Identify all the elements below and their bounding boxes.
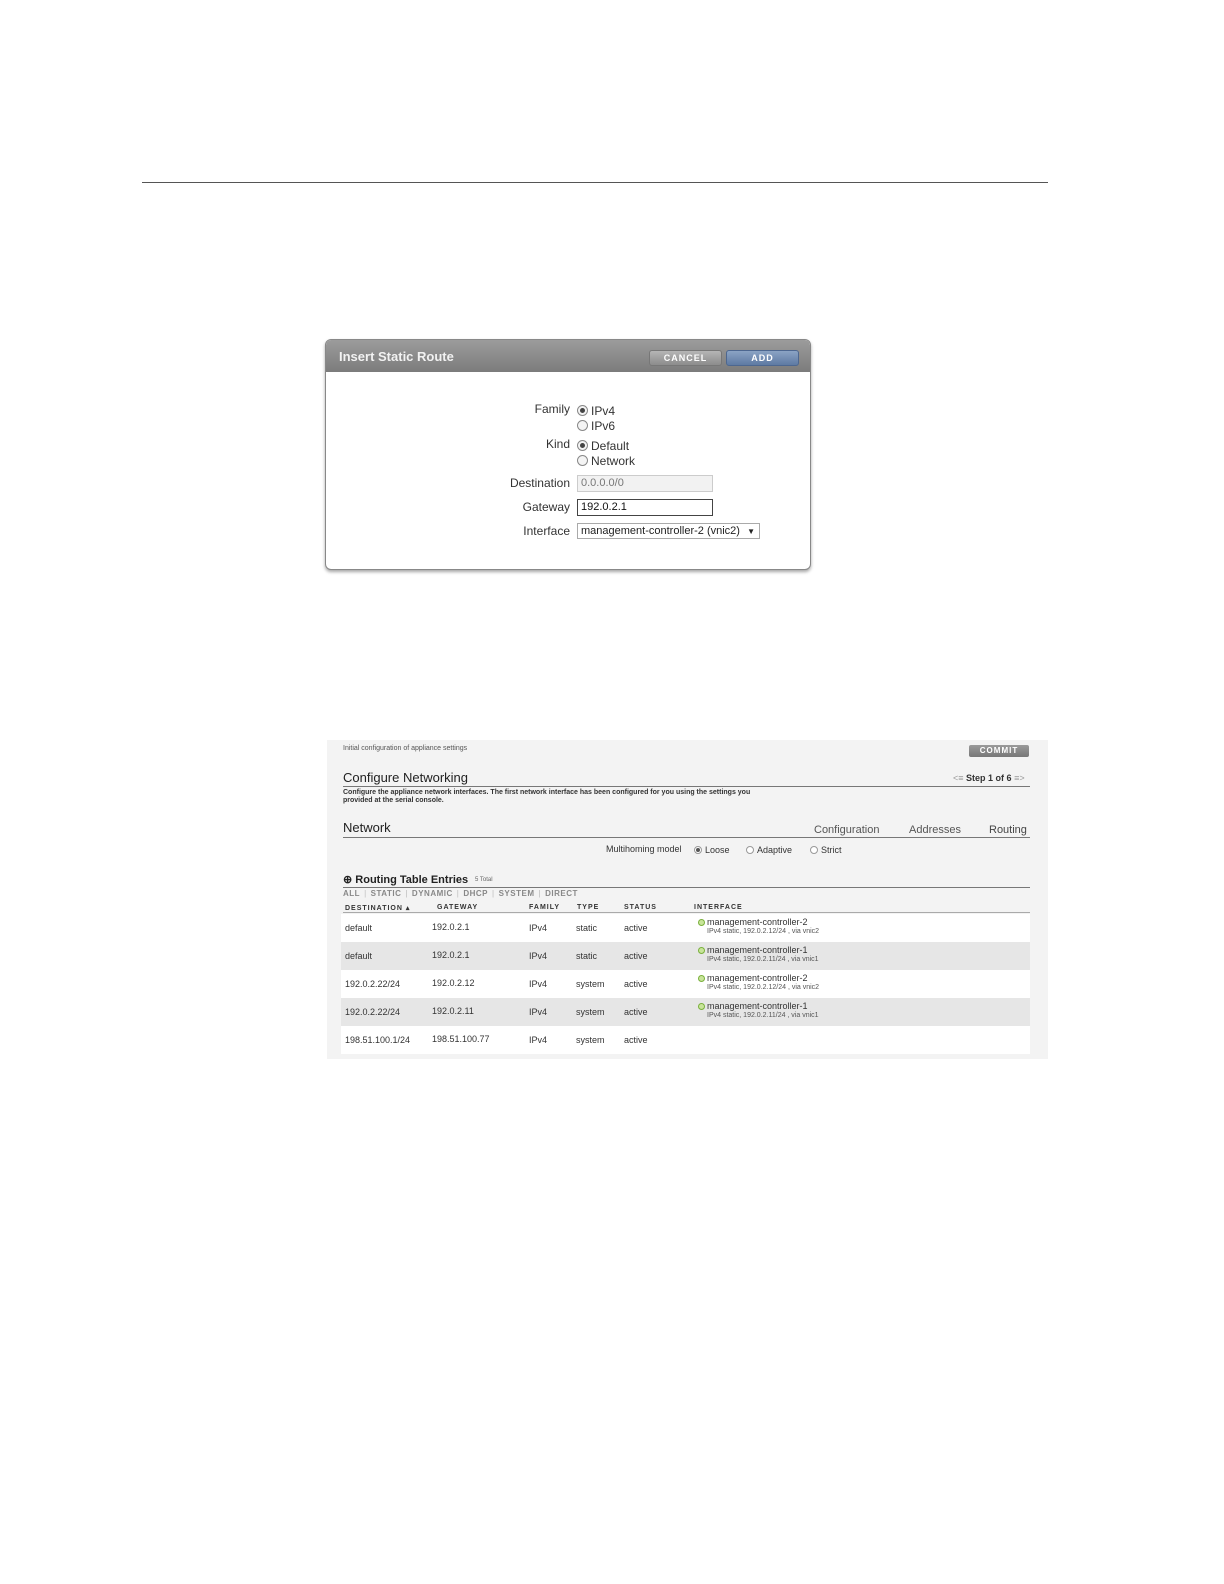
status-cell: active [624, 951, 648, 961]
table-row[interactable] [341, 1026, 1030, 1054]
step-text: Step 1 of 6 [966, 773, 1012, 783]
type-cell: system [576, 979, 605, 989]
tab-addresses[interactable]: Addresses [909, 824, 961, 836]
multihoming-adaptive-label: Adaptive [757, 845, 793, 855]
destination-cell: 192.0.2.22/24 [345, 1007, 401, 1017]
add-route-icon[interactable]: ⊕ [343, 874, 353, 886]
route-filters: ALL | STATIC | DYNAMIC | DHCP | SYSTEM | DIRECT [343, 889, 578, 898]
type-cell: system [576, 1007, 605, 1017]
filter-all[interactable]: ALL [343, 889, 361, 898]
family-ipv4-label: IPv4 [591, 404, 616, 418]
gateway-cell: 192.0.2.11 [432, 1006, 474, 1016]
destination-cell: 192.0.2.22/24 [345, 979, 401, 989]
header-note: Initial configuration of appliance settings [343, 745, 468, 752]
table-row[interactable] [341, 942, 1030, 970]
destination-cell: default [345, 951, 373, 961]
gateway-field[interactable]: 192.0.2.1 [577, 499, 713, 516]
tab-configuration[interactable]: Configuration [814, 824, 880, 836]
interface-cell: management-controller-1 [707, 945, 808, 955]
gateway-cell: 192.0.2.1 [432, 950, 470, 960]
multihoming-adaptive-radio[interactable] [746, 846, 754, 854]
gateway-cell: 192.0.2.1 [432, 922, 470, 932]
dialog-title: Insert Static Route [339, 349, 454, 364]
family-cell: IPv4 [529, 1007, 548, 1017]
family-ipv6-radio[interactable] [577, 420, 588, 431]
header-rule [343, 912, 1030, 913]
family-cell: IPv4 [529, 923, 548, 933]
col-gateway[interactable]: GATEWAY [437, 904, 479, 911]
table-row[interactable] [341, 998, 1030, 1026]
status-ok-icon [698, 919, 705, 926]
chevron-down-icon: ▼ [747, 527, 755, 536]
col-status[interactable]: STATUS [624, 904, 657, 911]
commit-button[interactable]: COMMIT [969, 745, 1029, 757]
family-cell: IPv4 [529, 1035, 548, 1045]
filter-dynamic[interactable]: DYNAMIC [411, 889, 453, 898]
prev-step-icon[interactable]: <≡ [953, 773, 964, 783]
kind-network-label: Network [591, 454, 636, 468]
cancel-button[interactable]: CANCEL [649, 350, 722, 366]
routing-table-title-text: Routing Table Entries [355, 874, 469, 886]
interface-detail: IPv4 static, 192.0.2.11/24 , via vnic1 [707, 956, 819, 963]
kind-default-label: Default [591, 439, 630, 453]
routing-total: 5 Total [475, 877, 493, 883]
routing-rule [343, 887, 1030, 888]
family-ipv4-radio[interactable] [577, 405, 588, 416]
interface-detail: IPv4 static, 192.0.2.12/24 , via vnic2 [707, 984, 820, 991]
status-ok-icon [698, 1003, 705, 1010]
gateway-cell: 192.0.2.12 [432, 978, 475, 988]
title-rule [343, 786, 1030, 787]
status-ok-icon [698, 975, 705, 982]
next-step-icon[interactable]: ≡> [1014, 773, 1025, 783]
multihoming-strict-radio[interactable] [810, 846, 818, 854]
network-title: Network [343, 820, 391, 835]
status-cell: active [624, 979, 648, 989]
interface-select-value: management-controller-2 (vnic2) [581, 525, 740, 537]
filter-static[interactable]: STATIC [370, 889, 402, 898]
multihoming-label: Multihoming model [606, 844, 682, 854]
interface-detail: IPv4 static, 192.0.2.11/24 , via vnic1 [707, 1012, 819, 1019]
family-label: Family [534, 402, 570, 416]
col-family[interactable]: FAMILY [529, 904, 561, 911]
step-indicator [953, 773, 1025, 783]
status-cell: active [624, 1035, 648, 1045]
filter-system[interactable]: SYSTEM [498, 889, 535, 898]
tab-routing[interactable]: Routing [989, 824, 1027, 836]
page-description: Configure the appliance network interfaces. The first network interface has been configured for you using the settings you provided at the serial console. [343, 789, 751, 804]
add-button[interactable]: ADD [726, 350, 799, 366]
destination-cell: 198.51.100.1/24 [345, 1035, 411, 1045]
table-row[interactable] [341, 970, 1030, 998]
destination-cell: default [345, 923, 373, 933]
destination-label: Destination [509, 476, 570, 490]
interface-label: Interface [523, 524, 570, 538]
kind-label: Kind [545, 437, 570, 451]
gateway-label: Gateway [522, 500, 570, 514]
insert-static-route-dialog [325, 339, 811, 570]
kind-default-radio[interactable] [577, 440, 588, 451]
network-rule [343, 837, 1030, 838]
col-type[interactable]: TYPE [577, 904, 600, 911]
gateway-cell: 198.51.100.77 [432, 1034, 490, 1044]
col-interface[interactable]: INTERFACE [694, 904, 743, 911]
interface-detail: IPv4 static, 192.0.2.12/24 , via vnic2 [707, 928, 820, 935]
type-cell: static [576, 951, 598, 961]
interface-select[interactable] [577, 523, 760, 539]
family-ipv6-label: IPv6 [591, 419, 616, 433]
multihoming-strict-label: Strict [821, 845, 842, 855]
status-cell: active [624, 923, 648, 933]
configure-networking-panel [327, 740, 1048, 1059]
destination-field: 0.0.0.0/0 [577, 475, 713, 492]
status-ok-icon [698, 947, 705, 954]
status-cell: active [624, 1007, 648, 1017]
filter-direct[interactable]: DIRECT [545, 889, 578, 898]
interface-cell: management-controller-1 [707, 1001, 808, 1011]
page-divider [142, 182, 1048, 183]
dialog-header [326, 340, 810, 372]
interface-cell: management-controller-2 [707, 973, 808, 983]
interface-cell: management-controller-2 [707, 917, 808, 927]
filter-dhcp[interactable]: DHCP [463, 889, 489, 898]
routing-table-title [343, 873, 468, 886]
type-cell: static [576, 923, 598, 933]
family-cell: IPv4 [529, 979, 548, 989]
family-cell: IPv4 [529, 951, 548, 961]
page-title: Configure Networking [343, 770, 469, 785]
multihoming-loose-label: Loose [705, 845, 730, 855]
type-cell: system [576, 1035, 605, 1045]
multihoming-loose-radio[interactable] [694, 846, 702, 854]
table-row[interactable] [341, 914, 1030, 942]
col-destination[interactable]: DESTINATION ▴ [345, 905, 411, 912]
kind-network-radio[interactable] [577, 455, 588, 466]
